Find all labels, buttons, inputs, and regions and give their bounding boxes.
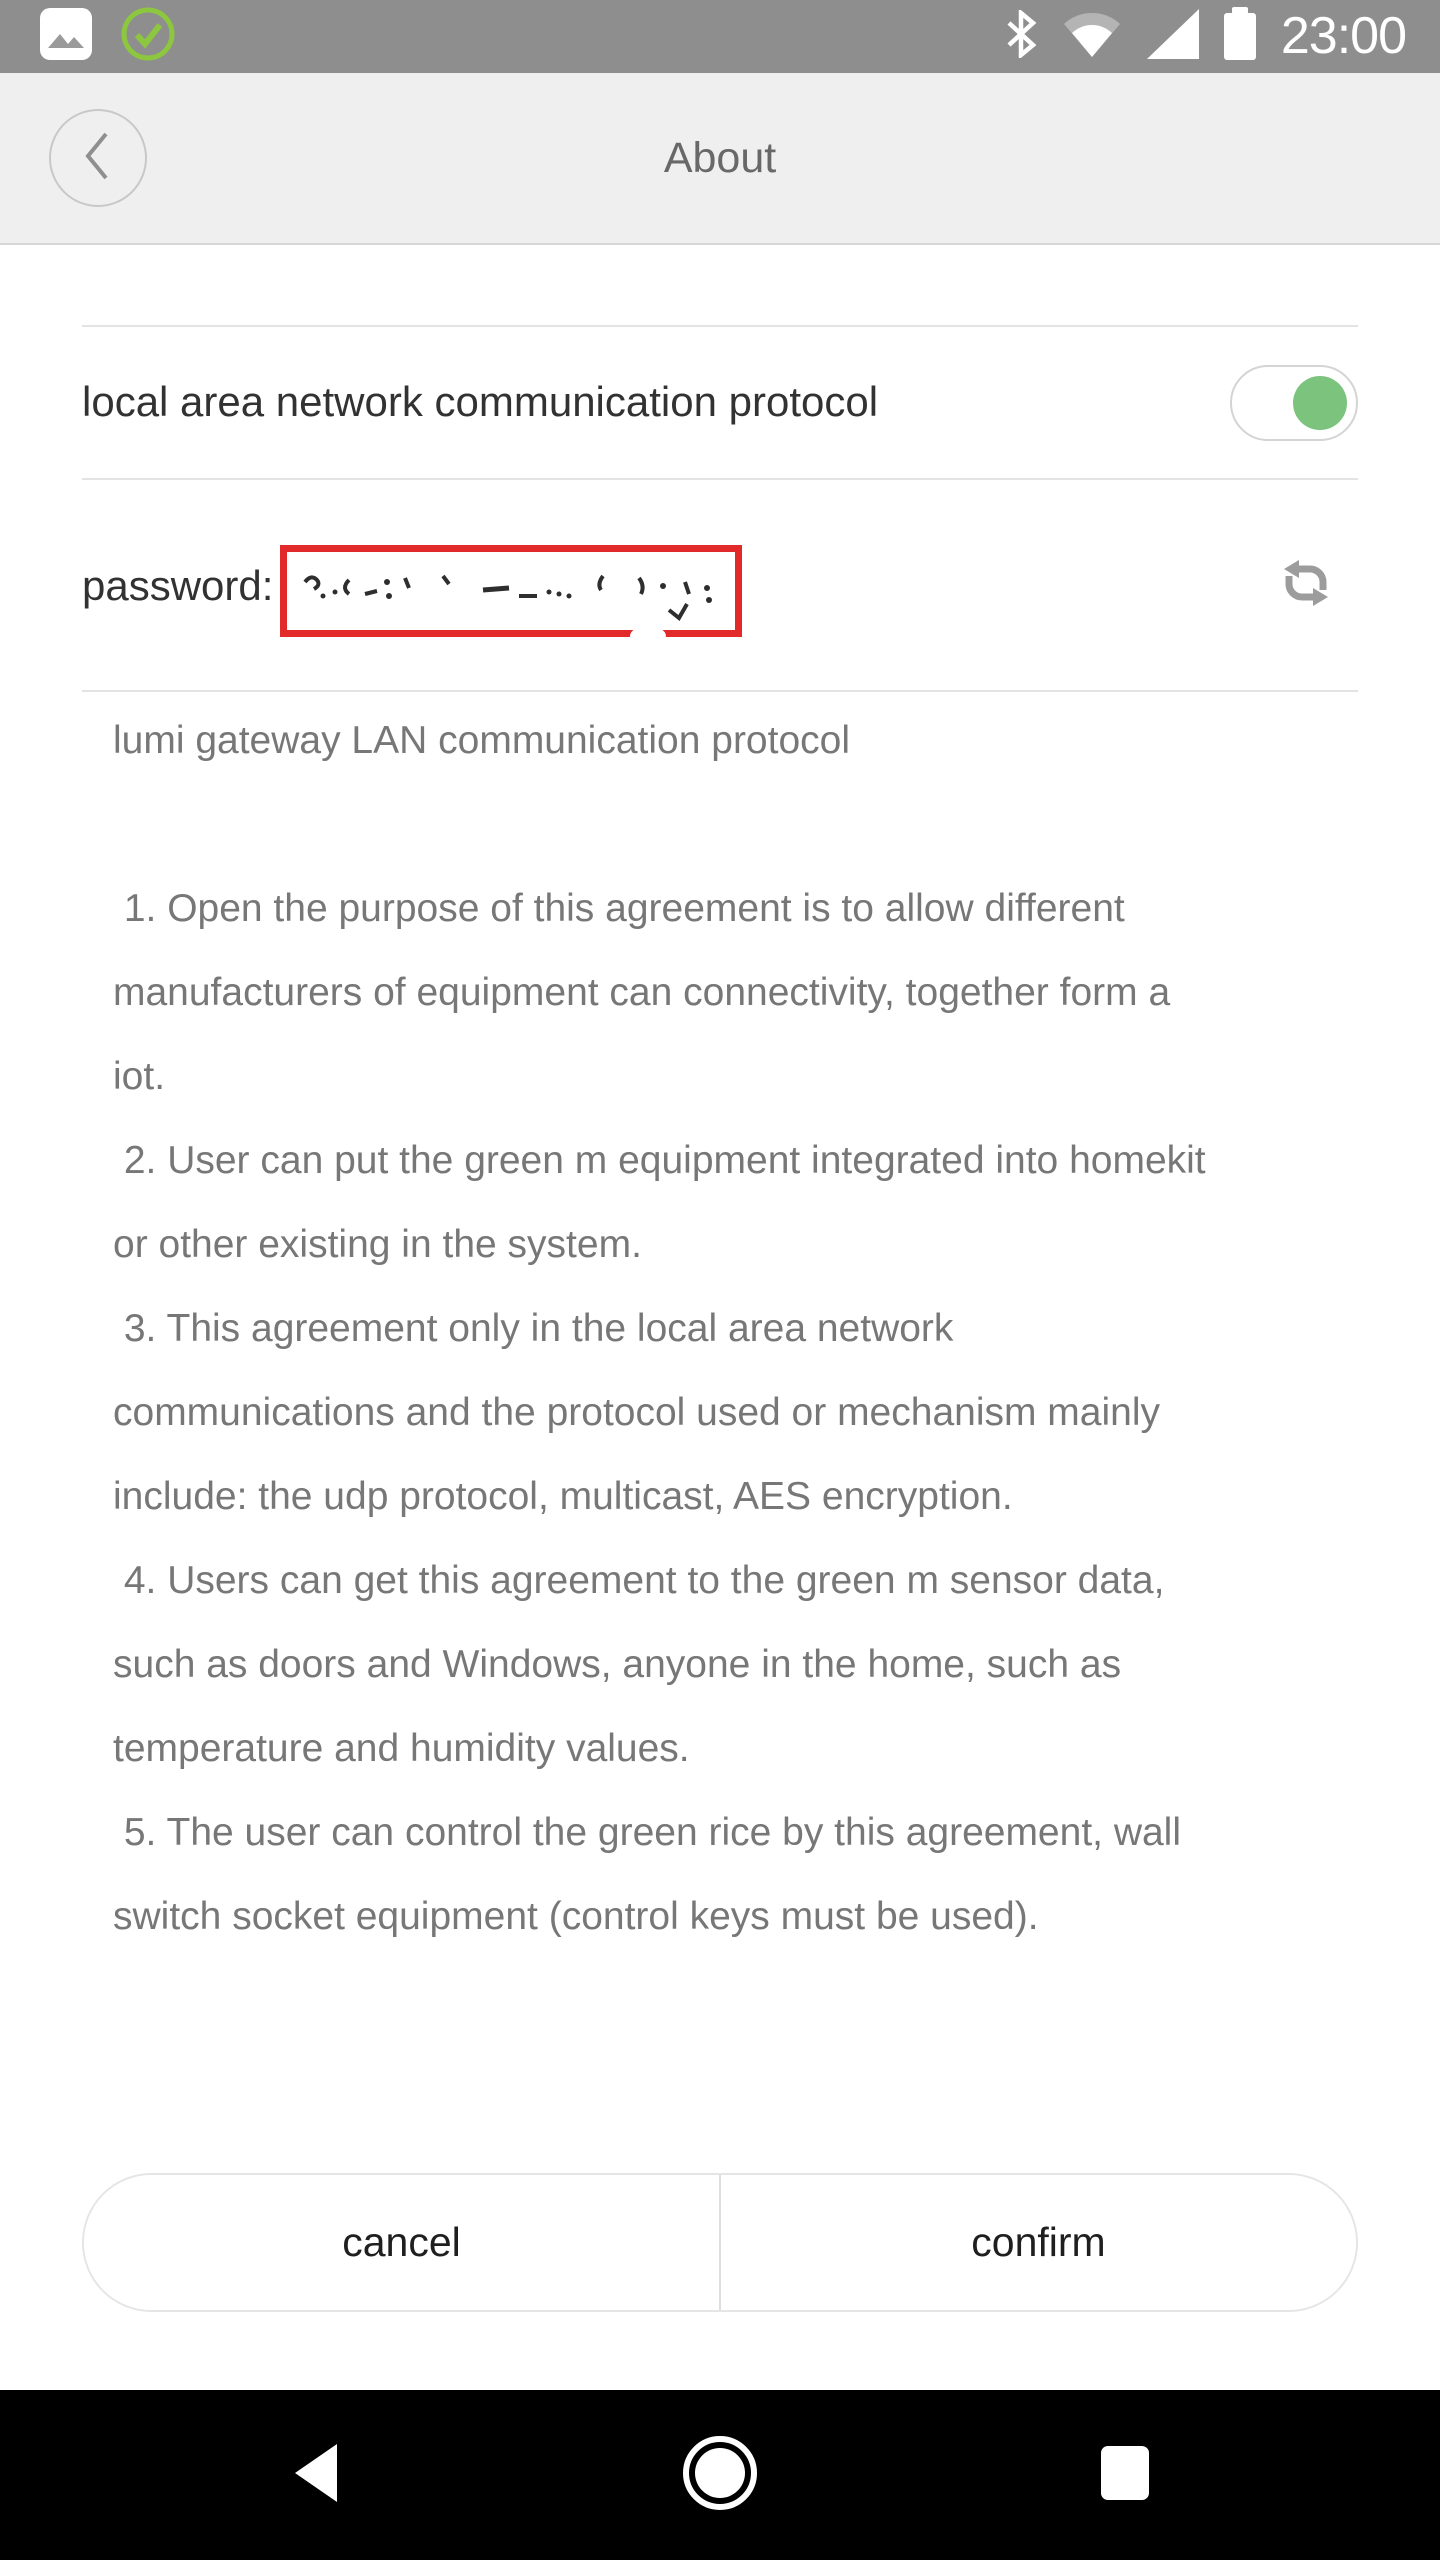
password-value-redaction-box — [280, 545, 742, 637]
cancel-button[interactable]: cancel — [84, 2175, 721, 2310]
divider — [82, 478, 1358, 480]
recents-square-icon — [1100, 2445, 1150, 2506]
body-line: lumi gateway LAN communication protocol — [113, 719, 851, 762]
app-header — [0, 73, 1440, 245]
scribble-overflow — [630, 626, 666, 646]
body-line: 5. The user can control the green rice by this agreement, wall — [113, 1811, 1182, 1854]
body-line: or other existing in the system. — [113, 1223, 642, 1266]
body-line: manufacturers of equipment can connectivity, together form a — [113, 971, 1171, 1014]
body-line: temperature and humidity values. — [113, 1727, 690, 1770]
body-line: 3. This agreement only in the local area network — [113, 1307, 954, 1350]
signal-icon — [1147, 9, 1199, 64]
nav-home-button[interactable] — [645, 2390, 795, 2560]
body-line: communications and the protocol used or mechanism mainly — [113, 1391, 1161, 1434]
body-line: switch socket equipment (control keys must be used). — [113, 1895, 1039, 1938]
divider — [82, 690, 1358, 692]
wifi-icon — [1061, 9, 1123, 64]
footer-button-group — [82, 2173, 1358, 2312]
lan-protocol-toggle[interactable] — [1230, 365, 1358, 441]
body-line: iot. — [113, 1055, 166, 1098]
body-line — [113, 783, 1373, 867]
body-line: 4. Users can get this agreement to the green m sensor data, — [113, 1559, 1165, 1602]
toggle-knob — [1293, 376, 1347, 430]
green-check-icon — [120, 6, 176, 67]
divider — [82, 325, 1358, 327]
back-triangle-icon — [291, 2442, 339, 2509]
nav-back-button[interactable] — [240, 2390, 390, 2560]
body-line: 2. User can put the green m equipment integrated into homekit — [113, 1139, 1206, 1182]
home-circle-icon — [681, 2434, 759, 2517]
status-bar-notifications — [0, 6, 176, 67]
refresh-password-button[interactable] — [1276, 554, 1336, 614]
refresh-loop-icon — [1276, 599, 1336, 616]
body-line: include: the udp protocol, multicast, AES encryption. — [113, 1475, 1013, 1518]
scribble-redaction — [287, 552, 735, 630]
status-bar — [0, 0, 1440, 73]
android-nav-bar — [0, 2390, 1440, 2560]
lan-protocol-label: local area network communication protocol — [82, 378, 879, 425]
screenshot-image-icon — [40, 8, 92, 65]
battery-icon — [1223, 7, 1257, 66]
password-label: password: — [82, 562, 274, 609]
confirm-button[interactable]: confirm — [721, 2175, 1356, 2310]
body-line: 1. Open the purpose of this agreement is to allow different — [113, 887, 1125, 930]
clock-time: 23:00 — [1280, 7, 1406, 65]
body-line: such as doors and Windows, anyone in the home, such as — [113, 1643, 1122, 1686]
status-bar-system-icons — [1005, 0, 1440, 73]
nav-recents-button[interactable] — [1050, 2390, 1200, 2560]
bluetooth-icon — [1005, 10, 1037, 63]
page-title: About — [663, 133, 777, 182]
